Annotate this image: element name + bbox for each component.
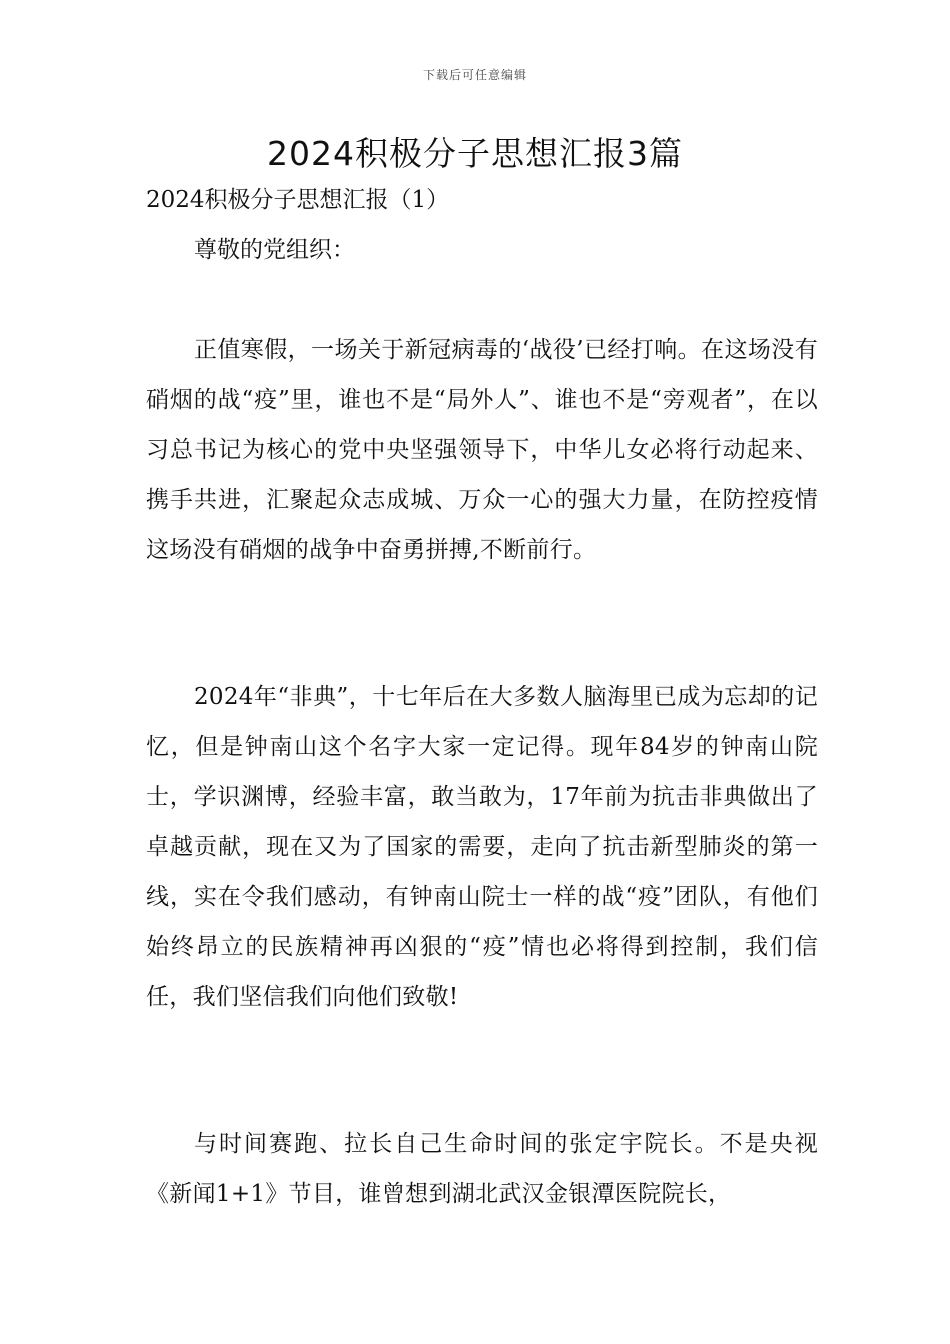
paragraph-3: 与时间赛跑、拉长自己生命时间的张定宇院长。不是央视《新闻1+1》节目，谁曾想到湖北武汉金银潭医院院长， bbox=[146, 1131, 818, 1207]
salutation: 尊敬的党组织： bbox=[194, 237, 355, 263]
header-note: 下载后可任意编辑 bbox=[422, 68, 527, 82]
section-subtitle: 2024积极分子思想汇报（1） bbox=[146, 187, 450, 213]
document-title: 2024积极分子思想汇报3篇 bbox=[267, 134, 683, 173]
paragraph-2: 2024年“非典”，十七年后在大多数人脑海里已成为忘却的记忆，但是钟南山这个名字大家一定记得。现年84岁的钟南山院士，学识渊博，经验丰富，敢当敢为，17年前为抗击非典做出了卓越贡献，现在又为了国家的需要，走向了抗击新型肺炎的第一线，实在令我们感动，有钟南山院士一样的战“疫”团队，有他们始终昂立的民族精神再凶狠的“疫”情也必将得到控制，我们信任，我们坚信我们向他们致敬! bbox=[146, 684, 818, 1010]
paragraph-1: 正值寒假，一场关于新冠病毒的‘战役’已经打响。在这场没有硝烟的战“疫”里，谁也不是“局外人”、谁也不是“旁观者”，在以习总书记为核心的党中央坚强领导下，中华儿女必将行动起来、携手共进，汇聚起众志成城、万众一心的强大力量，在防控疫情这场没有硝烟的战争中奋勇拼搏,不断前行。 bbox=[146, 337, 818, 563]
